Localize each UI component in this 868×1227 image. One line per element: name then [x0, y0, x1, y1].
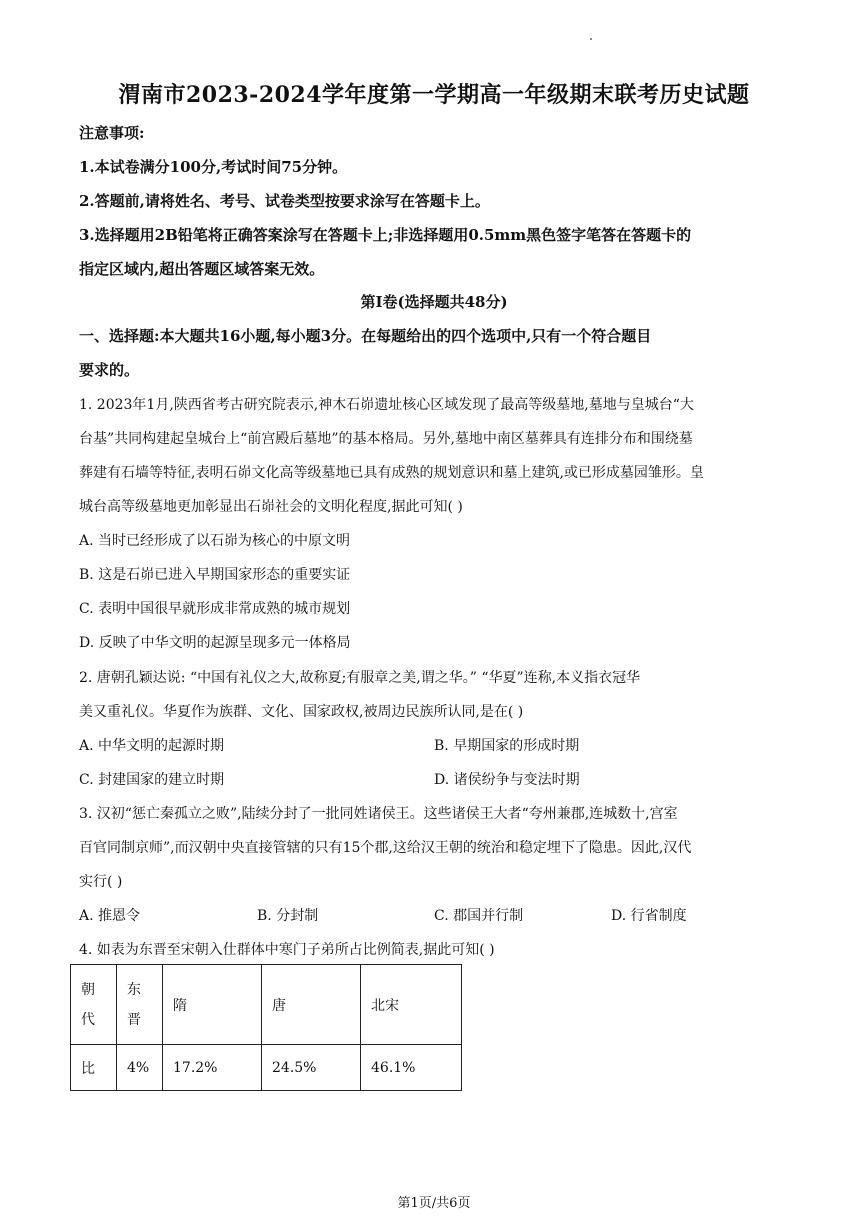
notes-heading: 注意事项:	[79, 124, 145, 142]
table-header-cell	[117, 965, 163, 1045]
question-1-text: 葬建有石墙等特征,表明石峁文化高等级墓地已具有成熟的规划意识和墓上建筑,或已形成墓园雏形。皇	[79, 465, 704, 481]
table-cell: 17.2%	[163, 1045, 262, 1091]
table-header-cell: 北宋	[361, 965, 462, 1045]
question-2-option-a: A. 中华文明的起源时期	[79, 738, 225, 754]
table-cell: 4%	[117, 1045, 163, 1091]
page-footer: 第1页/共6页	[397, 1196, 471, 1211]
note-item: 指定区域内,超出答题区域答案无效。	[79, 260, 325, 278]
question-3-text: 3. 汉初“惩亡秦孤立之败”,陆续分封了一批同姓诸侯王。这些诸侯王大者“夸州兼郡,连城数十,宫室	[79, 806, 678, 822]
table-row-label: 比	[71, 1045, 117, 1091]
data-table	[70, 964, 462, 1091]
question-2-option-d: D. 诸侯纷争与变法时期	[434, 772, 580, 788]
note-item: 1.本试卷满分100分,考试时间75分钟。	[79, 158, 348, 176]
question-1-option-b: B. 这是石峁已进入早期国家形态的重要实证	[79, 567, 351, 583]
question-2-option-c: C. 封建国家的建立时期	[79, 772, 225, 788]
section-instruction: 一、选择题:本大题共16小题,每小题3分。在每题给出的四个选项中,只有一个符合题目	[79, 327, 652, 345]
table-header-cell: 隋	[163, 965, 262, 1045]
question-2-option-b: B. 早期国家的形成时期	[434, 738, 580, 754]
section-title: 第Ⅰ卷(选择题共48分)	[360, 293, 508, 311]
table-cell: 24.5%	[262, 1045, 361, 1091]
table-header-cell	[71, 965, 117, 1045]
question-1-option-d: D. 反映了中华文明的起源呈现多元一体格局	[79, 635, 351, 651]
exam-title: 渭南市2023-2024学年度第一学期高一年级期末联考历史试题	[118, 82, 750, 108]
section-instruction: 要求的。	[79, 361, 140, 379]
header-char: 代	[81, 1011, 95, 1028]
question-1-text: 城台高等级墓地更加彰显出石峁社会的文明化程度,据此可知( )	[79, 499, 463, 515]
question-3-option-b: B. 分封制	[257, 908, 319, 924]
table-row	[71, 1045, 462, 1091]
table-row	[71, 965, 462, 1045]
question-1-text: 台基”共同构建起皇城台上“前宫殿后墓地”的基本格局。另外,墓地中南区墓葬具有连排分布和围绕墓	[79, 431, 693, 447]
question-3-option-a: A. 推恩令	[79, 908, 141, 924]
question-3-option-c: C. 郡国并行制	[434, 908, 524, 924]
header-char: 晋	[127, 1011, 141, 1028]
header-dongjin	[127, 975, 162, 1035]
question-4-text: 4. 如表为东晋至宋朝入仕群体中寒门子弟所占比例简表,据此可知( )	[79, 942, 495, 958]
scan-speck	[590, 38, 592, 40]
question-2-text: 2. 唐朝孔颖达说: “中国有礼仪之大,故称夏;有服章之美,谓之华。” “华夏”连称,本义指衣冠华	[79, 670, 641, 686]
table-cell: 46.1%	[361, 1045, 462, 1091]
question-1-text: 1. 2023年1月,陕西省考古研究院表示,神木石峁遗址核心区域发现了最高等级墓地,墓地与皇城台“大	[79, 397, 694, 413]
note-item: 3.选择题用2B铅笔将正确答案涂写在答题卡上;非选择题用0.5mm黑色签字笔答在答题卡的	[79, 226, 692, 244]
header-dynasty	[81, 975, 116, 1035]
table-header-cell: 唐	[262, 965, 361, 1045]
question-2-text: 美又重礼仪。华夏作为族群、文化、国家政权,被周边民族所认同,是在( )	[79, 704, 524, 720]
question-3-text: 百官同制京师”,而汉朝中央直接管辖的只有15个郡,这给汉王朝的统治和稳定埋下了隐患。因此,汉代	[79, 840, 692, 856]
note-item: 2.答题前,请将姓名、考号、试卷类型按要求涂写在答题卡上。	[79, 192, 490, 210]
header-char: 东	[127, 981, 141, 998]
question-1-option-c: C. 表明中国很早就形成非常成熟的城市规划	[79, 601, 351, 617]
question-3-text: 实行( )	[79, 874, 123, 890]
question-3-option-d: D. 行省制度	[611, 908, 687, 924]
question-1-option-a: A. 当时已经形成了以石峁为核心的中原文明	[79, 533, 351, 549]
header-char: 朝	[81, 981, 95, 998]
